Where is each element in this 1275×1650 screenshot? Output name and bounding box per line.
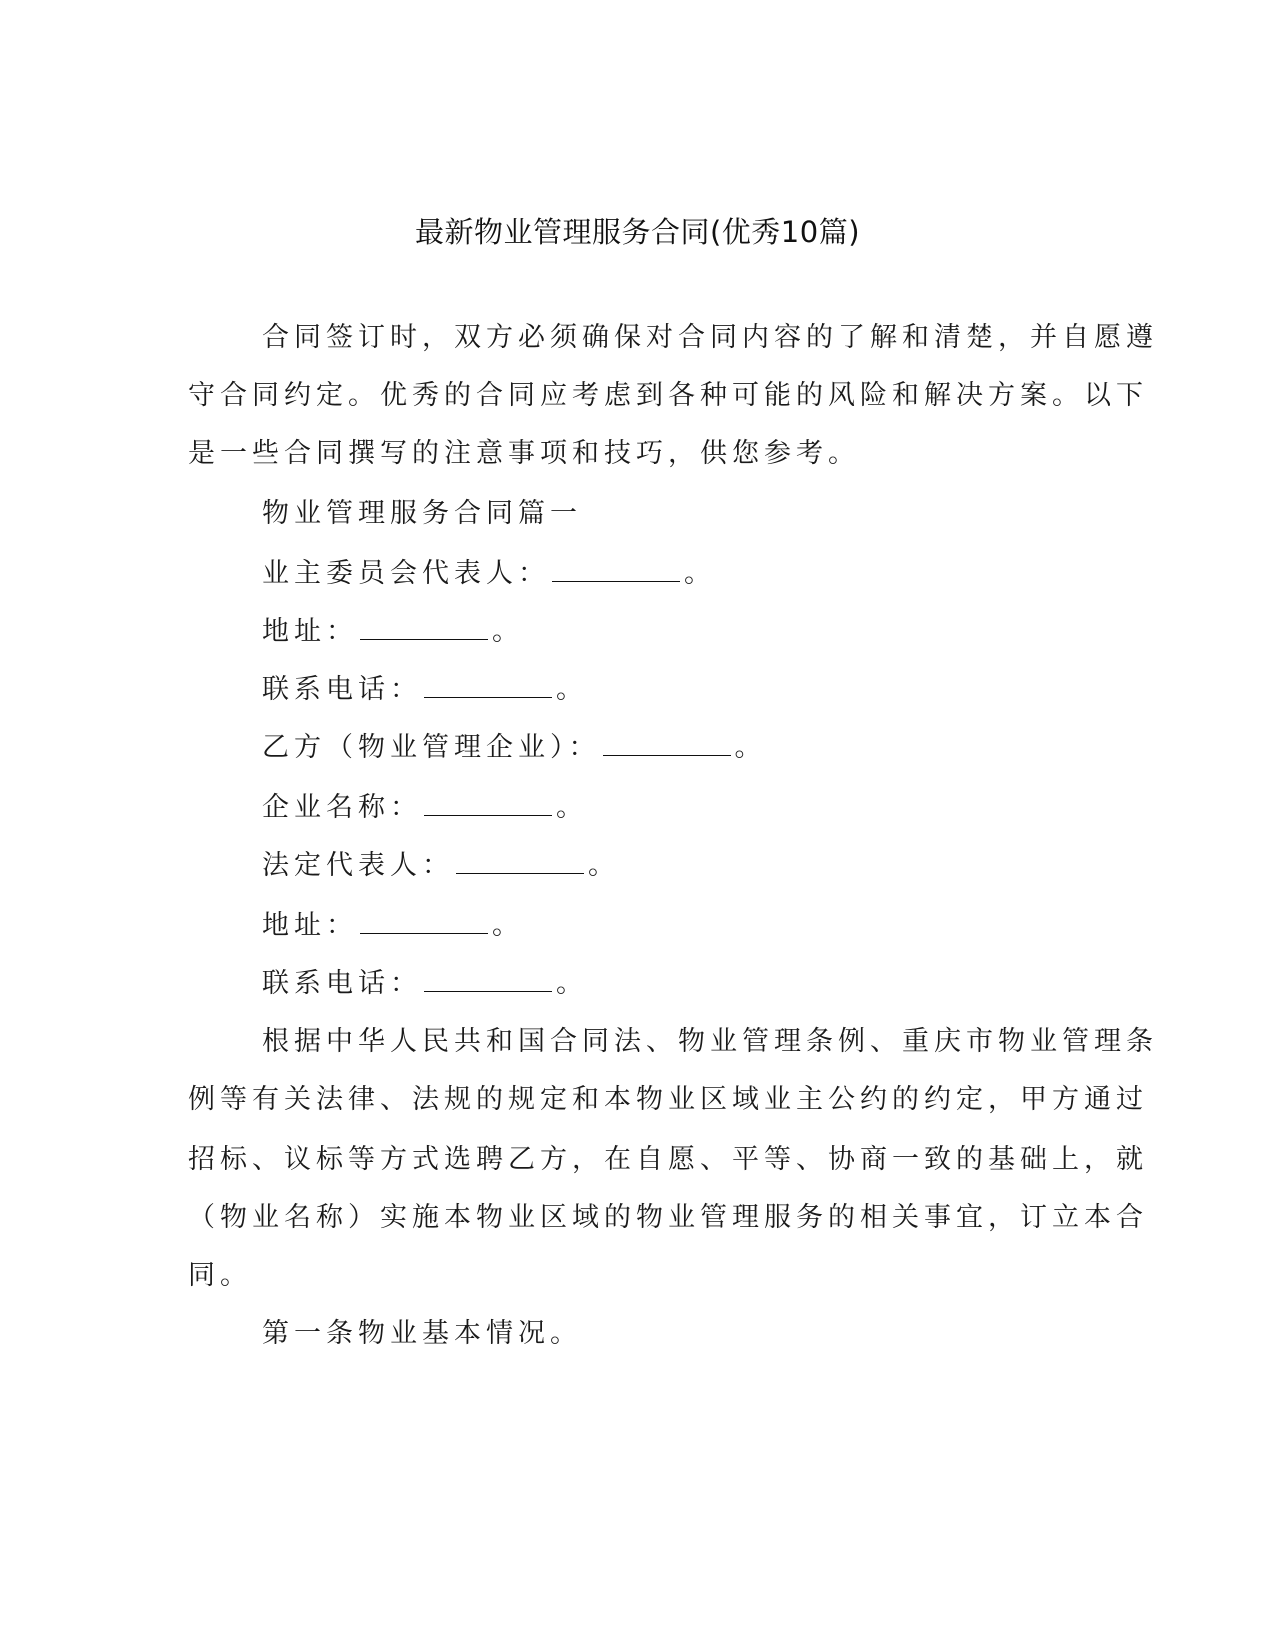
article-1-heading: 第一条物业基本情况。 [262, 1318, 582, 1349]
section-heading: 物业管理服务合同篇一 [262, 498, 582, 529]
field-label: 乙方（物业管理企业）： [262, 732, 601, 763]
preamble-line-3: 招标、议标等方式选聘乙方，在自愿、平等、协商一致的基础上，就 [188, 1144, 1148, 1175]
fill-in-blank [424, 671, 552, 698]
preamble-line-2: 例等有关法律、法规的规定和本物业区域业主公约的约定，甲方通过 [188, 1084, 1148, 1115]
fill-in-blank [424, 789, 552, 816]
intro-line-2: 守合同约定。优秀的合同应考虑到各种可能的风险和解决方案。以下 [188, 380, 1148, 411]
preamble-line-5: 同。 [188, 1260, 252, 1291]
field-owner-committee-representative [262, 554, 716, 594]
field-end-mark: 。 [588, 850, 620, 881]
field-end-mark: 。 [492, 910, 524, 941]
field-end-mark: 。 [556, 674, 588, 705]
field-label: 法定代表人： [262, 850, 454, 881]
field-party-b [262, 728, 767, 768]
preamble-line-4: （物业名称）实施本物业区域的物业管理服务的相关事宜，订立本合 [188, 1202, 1148, 1233]
field-party-a-phone [262, 670, 588, 710]
field-end-mark: 。 [492, 616, 524, 647]
fill-in-blank [424, 965, 552, 992]
field-end-mark: 。 [734, 732, 767, 763]
preamble-line-1: 根据中华人民共和国合同法、物业管理条例、重庆市物业管理条 [262, 1026, 1158, 1057]
field-label: 联系电话： [262, 968, 422, 999]
field-label: 地址： [262, 910, 358, 941]
intro-line-1: 合同签订时，双方必须确保对合同内容的了解和清楚，并自愿遵 [262, 322, 1158, 353]
field-end-mark: 。 [556, 792, 588, 823]
field-label: 企业名称： [262, 792, 422, 823]
fill-in-blank [456, 847, 584, 874]
field-party-b-phone [262, 964, 588, 1004]
fill-in-blank [552, 555, 680, 582]
field-end-mark: 。 [684, 558, 716, 589]
field-legal-representative [262, 846, 620, 886]
intro-line-3: 是一些合同撰写的注意事项和技巧，供您参考。 [188, 438, 860, 469]
field-label: 业主委员会代表人： [262, 558, 550, 589]
field-label: 联系电话： [262, 674, 422, 705]
fill-in-blank [360, 907, 488, 934]
field-label: 地址： [262, 616, 358, 647]
field-end-mark: 。 [556, 968, 588, 999]
fill-in-blank [360, 613, 488, 640]
document-title: 最新物业管理服务合同(优秀10篇) [414, 215, 861, 249]
field-party-a-address [262, 612, 524, 652]
fill-in-blank [603, 729, 731, 756]
field-party-b-address [262, 906, 524, 946]
field-company-name [262, 788, 588, 828]
